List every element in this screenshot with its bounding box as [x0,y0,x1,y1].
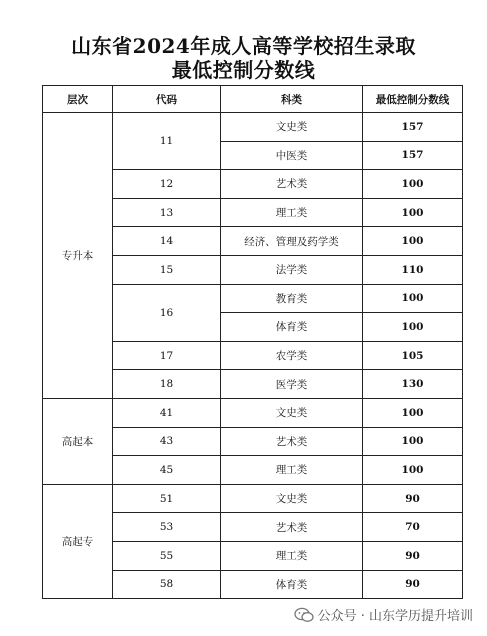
code-cell: 41 [113,398,221,427]
score-cell: 100 [363,427,463,456]
header-level: 层次 [43,86,113,113]
score-cell: 100 [363,398,463,427]
subject-cell: 体育类 [221,313,363,342]
document-subtitle: 最低控制分数线 [171,58,316,82]
subject-cell: 教育类 [221,284,363,313]
score-cell: 100 [363,170,463,199]
code-cell: 14 [113,227,221,256]
code-cell: 13 [113,198,221,227]
header-subject: 科类 [221,86,363,113]
subject-cell: 艺术类 [221,170,363,199]
code-cell: 15 [113,255,221,284]
code-cell: 55 [113,541,221,570]
subject-cell: 体育类 [221,570,363,599]
score-cell: 157 [363,113,463,142]
watermark [294,605,473,624]
code-cell: 51 [113,484,221,513]
table-body [43,113,463,599]
code-cell: 17 [113,341,221,370]
code-cell: 16 [113,284,221,341]
score-cell: 90 [363,484,463,513]
subject-cell: 理工类 [221,541,363,570]
header-code: 代码 [113,86,221,113]
watermark-text: 公众号 · 山东学历提升培训 [317,609,473,624]
subject-cell: 艺术类 [221,427,363,456]
subject-cell: 法学类 [221,255,363,284]
level-cell: 高起专 [43,484,113,598]
document-title: 山东省2024年成人高等学校招生录取 [71,34,416,58]
subject-cell: 经济、管理及药学类 [221,227,363,256]
code-cell: 18 [113,370,221,399]
subject-cell: 医学类 [221,370,363,399]
wechat-official-account-icon [294,607,314,623]
subject-cell: 艺术类 [221,513,363,542]
score-cell: 130 [363,370,463,399]
code-cell: 12 [113,170,221,199]
subject-cell: 理工类 [221,198,363,227]
subject-cell: 文史类 [221,398,363,427]
code-cell: 45 [113,456,221,485]
score-cell: 90 [363,541,463,570]
score-cell: 100 [363,227,463,256]
code-cell: 43 [113,427,221,456]
subject-cell: 农学类 [221,341,363,370]
table-header-row [43,86,463,113]
score-cell: 100 [363,198,463,227]
level-cell: 专升本 [43,113,113,399]
score-cell: 70 [363,513,463,542]
score-cell: 100 [363,284,463,313]
score-cell: 157 [363,141,463,170]
code-cell: 58 [113,570,221,599]
header-score: 最低控制分数线 [363,86,463,113]
score-cell: 105 [363,341,463,370]
subject-cell: 文史类 [221,484,363,513]
score-cell: 100 [363,456,463,485]
score-cell: 90 [363,570,463,599]
subject-cell: 中医类 [221,141,363,170]
subject-cell: 理工类 [221,456,363,485]
subject-cell: 文史类 [221,113,363,142]
table-row [43,484,463,513]
level-cell: 高起本 [43,398,113,484]
code-cell: 11 [113,113,221,170]
score-cell: 100 [363,313,463,342]
score-cell: 110 [363,255,463,284]
score-table [42,85,463,599]
table-row [43,113,463,142]
code-cell: 53 [113,513,221,542]
table-row [43,398,463,427]
